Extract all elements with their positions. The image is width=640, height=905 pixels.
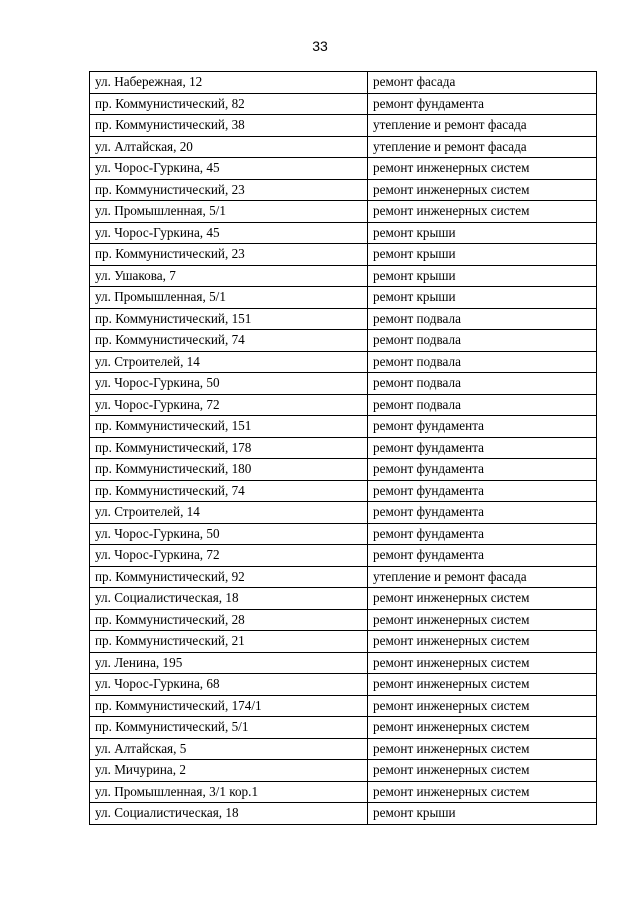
table-row (90, 674, 597, 696)
address-cell: пр. Коммунистический, 5/1 (90, 717, 368, 739)
table-row (90, 287, 597, 309)
work-type-cell: ремонт фундамента (368, 437, 597, 459)
table-row (90, 136, 597, 158)
work-type-cell: ремонт инженерных систем (368, 738, 597, 760)
work-type-cell: ремонт инженерных систем (368, 588, 597, 610)
table-row (90, 115, 597, 137)
work-type-cell: ремонт инженерных систем (368, 158, 597, 180)
works-table (89, 71, 597, 825)
address-cell: ул. Алтайская, 5 (90, 738, 368, 760)
work-type-cell: ремонт фасада (368, 72, 597, 94)
address-cell: ул. Чорос-Гуркина, 68 (90, 674, 368, 696)
address-cell: ул. Набережная, 12 (90, 72, 368, 94)
address-cell: пр. Коммунистический, 178 (90, 437, 368, 459)
work-type-cell: ремонт инженерных систем (368, 609, 597, 631)
address-cell: ул. Чорос-Гуркина, 45 (90, 222, 368, 244)
address-cell: пр. Коммунистический, 174/1 (90, 695, 368, 717)
address-cell: ул. Социалистическая, 18 (90, 588, 368, 610)
address-cell: пр. Коммунистический, 82 (90, 93, 368, 115)
table-row (90, 545, 597, 567)
work-type-cell: ремонт инженерных систем (368, 631, 597, 653)
table-row (90, 72, 597, 94)
table-row (90, 738, 597, 760)
table-row (90, 502, 597, 524)
page-number: 33 (312, 38, 328, 54)
table-row (90, 566, 597, 588)
table-row (90, 631, 597, 653)
address-cell: пр. Коммунистический, 151 (90, 416, 368, 438)
table-row (90, 330, 597, 352)
table-row (90, 480, 597, 502)
address-cell: ул. Чорос-Гуркина, 72 (90, 394, 368, 416)
table-row (90, 351, 597, 373)
address-cell: ул. Ленина, 195 (90, 652, 368, 674)
work-type-cell: ремонт крыши (368, 244, 597, 266)
work-type-cell: ремонт крыши (368, 265, 597, 287)
table-row (90, 93, 597, 115)
address-cell: пр. Коммунистический, 74 (90, 480, 368, 502)
work-type-cell: ремонт подвала (368, 373, 597, 395)
address-cell: ул. Мичурина, 2 (90, 760, 368, 782)
work-type-cell: ремонт инженерных систем (368, 179, 597, 201)
address-cell: ул. Чорос-Гуркина, 72 (90, 545, 368, 567)
work-type-cell: ремонт подвала (368, 330, 597, 352)
table-row (90, 652, 597, 674)
work-type-cell: ремонт инженерных систем (368, 201, 597, 223)
work-type-cell: ремонт фундамента (368, 416, 597, 438)
table-row (90, 459, 597, 481)
table-row (90, 717, 597, 739)
table-row (90, 695, 597, 717)
table-row (90, 265, 597, 287)
address-cell: пр. Коммунистический, 180 (90, 459, 368, 481)
work-type-cell: ремонт инженерных систем (368, 652, 597, 674)
work-type-cell: ремонт крыши (368, 222, 597, 244)
table-row (90, 781, 597, 803)
work-type-cell: утепление и ремонт фасада (368, 136, 597, 158)
address-cell: ул. Чорос-Гуркина, 50 (90, 373, 368, 395)
works-table-body (90, 72, 597, 825)
address-cell: пр. Коммунистический, 92 (90, 566, 368, 588)
work-type-cell: ремонт инженерных систем (368, 760, 597, 782)
address-cell: ул. Строителей, 14 (90, 351, 368, 373)
work-type-cell: ремонт фундамента (368, 523, 597, 545)
address-cell: ул. Промышленная, 5/1 (90, 201, 368, 223)
work-type-cell: ремонт инженерных систем (368, 717, 597, 739)
address-cell: пр. Коммунистический, 23 (90, 244, 368, 266)
address-cell: ул. Социалистическая, 18 (90, 803, 368, 825)
work-type-cell: ремонт подвала (368, 351, 597, 373)
address-cell: пр. Коммунистический, 38 (90, 115, 368, 137)
work-type-cell: ремонт инженерных систем (368, 781, 597, 803)
table-row (90, 179, 597, 201)
address-cell: ул. Чорос-Гуркина, 45 (90, 158, 368, 180)
table-row (90, 760, 597, 782)
work-type-cell: ремонт фундамента (368, 480, 597, 502)
table-row (90, 308, 597, 330)
table-row (90, 373, 597, 395)
work-type-cell: утепление и ремонт фасада (368, 566, 597, 588)
work-type-cell: ремонт фундамента (368, 459, 597, 481)
address-cell: ул. Ушакова, 7 (90, 265, 368, 287)
address-cell: ул. Строителей, 14 (90, 502, 368, 524)
table-row (90, 394, 597, 416)
table-row (90, 416, 597, 438)
table-row (90, 437, 597, 459)
address-cell: пр. Коммунистический, 23 (90, 179, 368, 201)
table-row (90, 803, 597, 825)
address-cell: ул. Алтайская, 20 (90, 136, 368, 158)
table-row (90, 609, 597, 631)
address-cell: пр. Коммунистический, 28 (90, 609, 368, 631)
work-type-cell: утепление и ремонт фасада (368, 115, 597, 137)
address-cell: ул. Промышленная, 5/1 (90, 287, 368, 309)
work-type-cell: ремонт крыши (368, 803, 597, 825)
table-row (90, 201, 597, 223)
work-type-cell: ремонт инженерных систем (368, 674, 597, 696)
work-type-cell: ремонт фундамента (368, 93, 597, 115)
table-row (90, 158, 597, 180)
work-type-cell: ремонт фундамента (368, 502, 597, 524)
address-cell: ул. Чорос-Гуркина, 50 (90, 523, 368, 545)
work-type-cell: ремонт фундамента (368, 545, 597, 567)
table-row (90, 523, 597, 545)
work-type-cell: ремонт подвала (368, 308, 597, 330)
table-row (90, 588, 597, 610)
work-type-cell: ремонт крыши (368, 287, 597, 309)
address-cell: ул. Промышленная, 3/1 кор.1 (90, 781, 368, 803)
work-type-cell: ремонт инженерных систем (368, 695, 597, 717)
address-cell: пр. Коммунистический, 74 (90, 330, 368, 352)
table-row (90, 222, 597, 244)
work-type-cell: ремонт подвала (368, 394, 597, 416)
table-row (90, 244, 597, 266)
address-cell: пр. Коммунистический, 21 (90, 631, 368, 653)
address-cell: пр. Коммунистический, 151 (90, 308, 368, 330)
